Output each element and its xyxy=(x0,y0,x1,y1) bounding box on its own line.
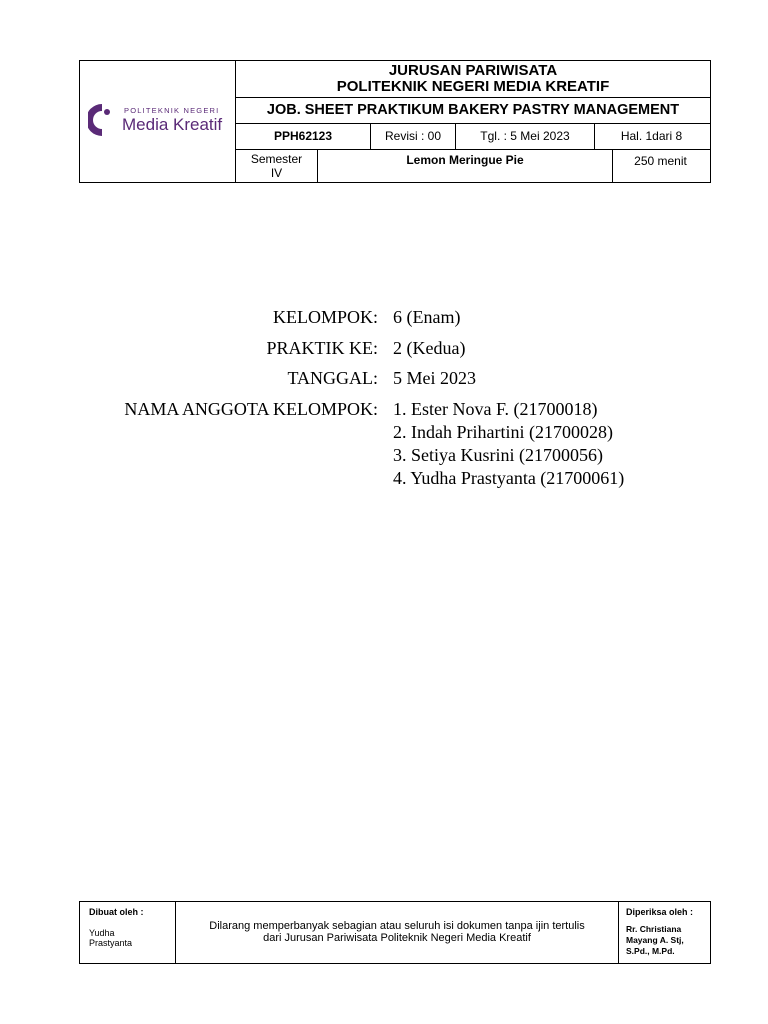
member-item: 3. Setiya Kusrini (21700056) xyxy=(393,445,603,465)
made-by-name: Yudha xyxy=(89,928,115,938)
checked-by-line-2: Mayang A. Stj, xyxy=(626,935,684,945)
logo-mark-icon xyxy=(88,103,116,137)
logo-cell xyxy=(80,61,236,182)
document-footer xyxy=(79,901,711,964)
kelompok-value: 6 (Enam) xyxy=(393,307,461,327)
recipe-title: Lemon Meringue Pie xyxy=(318,150,613,182)
anggota-label: NAMA ANGGOTA KELOMPOK: xyxy=(124,399,378,419)
logo-small-text: POLITEKNIK NEGERI xyxy=(124,106,220,115)
member-item: 4. Yudha Prastyanta (21700061) xyxy=(393,468,625,488)
notice-line-1: Dilarang memperbanyak sebagian atau seluruh isi dokumen tanpa ijin tertulis xyxy=(209,920,585,932)
checked-by-line-1: Rr. Christiana xyxy=(626,924,682,934)
logo-big-text: Media Kreatif xyxy=(122,115,223,134)
tanggal-value: 5 Mei 2023 xyxy=(393,368,476,388)
job-sheet-title: JOB. SHEET PRAKTIKUM BAKERY PASTRY MANAGEMENT xyxy=(236,98,710,124)
document-code: PPH62123 xyxy=(236,124,371,149)
document-header xyxy=(79,60,711,183)
tanggal-label: TANGGAL: xyxy=(287,368,378,388)
document-date: Tgl. : 5 Mei 2023 xyxy=(456,124,595,149)
copyright-notice xyxy=(176,902,619,963)
department-title: JURUSAN PARIWISATA xyxy=(388,62,558,79)
page-number: Hal. 1dari 8 xyxy=(620,129,683,143)
made-by-name-line2: Prastyanta xyxy=(89,938,133,948)
checked-by-cell xyxy=(619,902,710,963)
member-item: 1. Ester Nova F. (21700018) xyxy=(393,399,598,419)
made-by-label: Dibuat oleh : xyxy=(89,907,144,917)
institution-title: POLITEKNIK NEGERI MEDIA KREATIF xyxy=(336,78,610,95)
duration: 250 menit xyxy=(634,154,687,168)
semester-value: IV xyxy=(270,166,283,180)
semester-label: Semester xyxy=(250,152,303,166)
title-row xyxy=(236,61,710,98)
checked-by-label: Diperiksa oleh : xyxy=(626,907,694,917)
revision: Revisi : 00 xyxy=(371,124,456,149)
checked-by-name xyxy=(626,924,710,957)
member-item: 2. Indah Prihartini (21700028) xyxy=(393,422,613,442)
praktik-value: 2 (Kedua) xyxy=(393,338,466,358)
info-row xyxy=(236,124,710,150)
checked-by-line-3: S.Pd., M.Pd. xyxy=(626,946,675,956)
made-by-cell xyxy=(80,902,176,963)
institution-logo xyxy=(88,103,233,139)
kelompok-label: KELOMPOK: xyxy=(272,307,378,327)
semester-row xyxy=(236,150,710,182)
praktik-label: PRAKTIK KE: xyxy=(266,338,378,358)
notice-line-2: dari Jurusan Pariwisata Politeknik Negeri Media Kreatif xyxy=(263,932,531,944)
semester xyxy=(236,150,318,182)
